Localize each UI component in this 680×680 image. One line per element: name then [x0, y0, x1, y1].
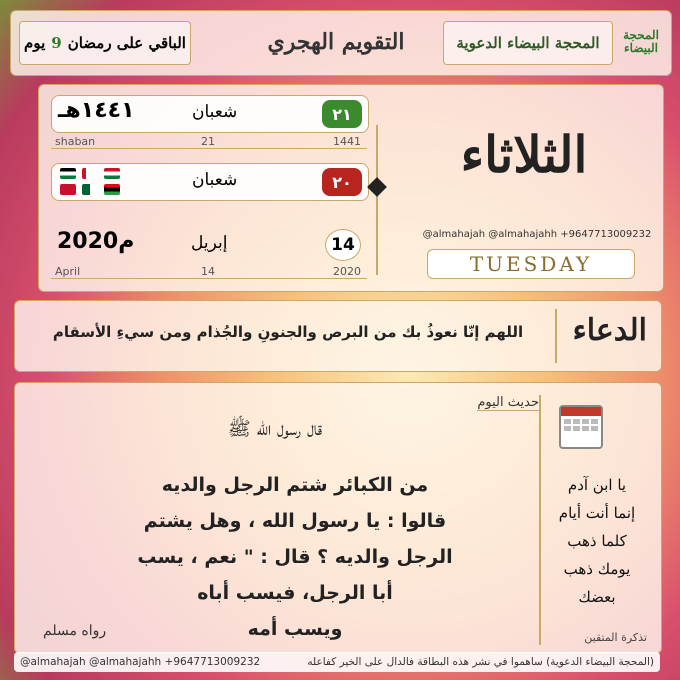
dua-panel	[14, 300, 662, 372]
gregorian-row	[51, 227, 367, 263]
calendar-title: التقويم الهجري	[267, 29, 405, 55]
footer-social: @almahajah @almahajahh +9647713009232	[20, 656, 261, 668]
dua-divider	[555, 309, 557, 363]
ornament-diamond-icon	[367, 177, 387, 197]
hijri-day-num: 21	[201, 135, 215, 148]
alt-hijri-day-badge: ٢٠	[322, 168, 362, 196]
reminder-line: إنما أنت أيام	[558, 504, 636, 522]
calendar-icon	[559, 405, 603, 449]
hadith-line: الرجل والديه ؟ قال : " نعم ، يسب	[137, 546, 453, 568]
dua-text: اللهم إنّا نعوذُ بك من البرص والجنونِ والجُذام ومن سيءِ الأسقام	[52, 323, 524, 341]
hadith-body	[75, 467, 515, 647]
hijri-day-badge: ٢١	[322, 100, 362, 128]
flag-icon	[60, 184, 76, 195]
footer-bar	[14, 652, 660, 672]
reminder-line: كلما ذهب	[567, 532, 627, 550]
gregorian-day-badge: 14	[325, 229, 361, 261]
alt-hijri-row	[51, 163, 369, 201]
reminder-line: يا ابن آدم	[567, 476, 627, 494]
hadith-label: حديث اليوم	[477, 395, 539, 410]
day-name-english: TUESDAY	[427, 249, 635, 279]
hadith-line: قالوا : يا رسول الله ، وهل يشتم	[143, 510, 447, 532]
hijri-year-num: 1441	[333, 135, 361, 148]
social-handles: @almahajah @almahajahh +9647713009232	[422, 229, 652, 240]
hijri-year: ١٤٤١هـ	[58, 98, 135, 123]
reminder-line: يومك ذهب	[563, 560, 631, 578]
hadith-line: من الكبائر شتم الرجل والديه	[161, 474, 429, 496]
org-name: المحجة البيضاء الدعوية	[443, 21, 613, 65]
dua-title: الدعاء	[572, 313, 647, 348]
logo: المحجة البيضاء	[623, 27, 659, 55]
hijri-sub	[51, 135, 367, 149]
hadith-intro: قال رسول الله ﷺ	[227, 418, 323, 440]
flag-icon	[82, 168, 98, 179]
flag-icon	[104, 168, 120, 179]
footer-note: (المحجة البيضاء الدعوية) ساهموا في نشر هذه البطاقة فالدال على الخير كفاعله	[307, 656, 654, 668]
gregorian-year: 2020م	[57, 229, 135, 254]
ornament-divider	[376, 125, 378, 275]
day-name-arabic: الثلاثاء	[460, 125, 588, 184]
date-panel	[38, 84, 664, 292]
hadith-source: رواه مسلم	[43, 623, 107, 639]
flag-icon	[104, 184, 120, 195]
remaining-prefix: الباقي على رمضان	[67, 34, 186, 52]
hijri-month: شعبان	[192, 102, 238, 122]
reminder-text	[541, 471, 653, 611]
hadith-line: ويسب أمه	[247, 618, 343, 640]
gregorian-sub	[51, 265, 367, 279]
hadith-panel	[14, 382, 662, 654]
flag-icon	[82, 184, 98, 195]
reminder-line: بعضك	[578, 588, 616, 606]
remaining-days-count: 9	[51, 34, 62, 52]
alt-hijri-month: شعبان	[192, 170, 238, 190]
remaining-suffix: يوم	[24, 34, 46, 52]
header-bar	[10, 10, 672, 76]
flag-icon	[60, 168, 76, 179]
gregorian-day-num: 14	[201, 265, 215, 278]
hijri-month-en: shaban	[55, 135, 96, 148]
gregorian-month: إبريل	[191, 233, 228, 253]
remaining-days-box	[19, 21, 191, 65]
hadith-line: أبا الرجل، فيسب أباه	[197, 582, 393, 604]
gregorian-month-en: April	[55, 265, 81, 278]
gregorian-year-num: 2020	[333, 265, 361, 278]
hijri-row	[51, 95, 369, 133]
reminder-caption: تذكرة المتقين	[584, 631, 647, 644]
